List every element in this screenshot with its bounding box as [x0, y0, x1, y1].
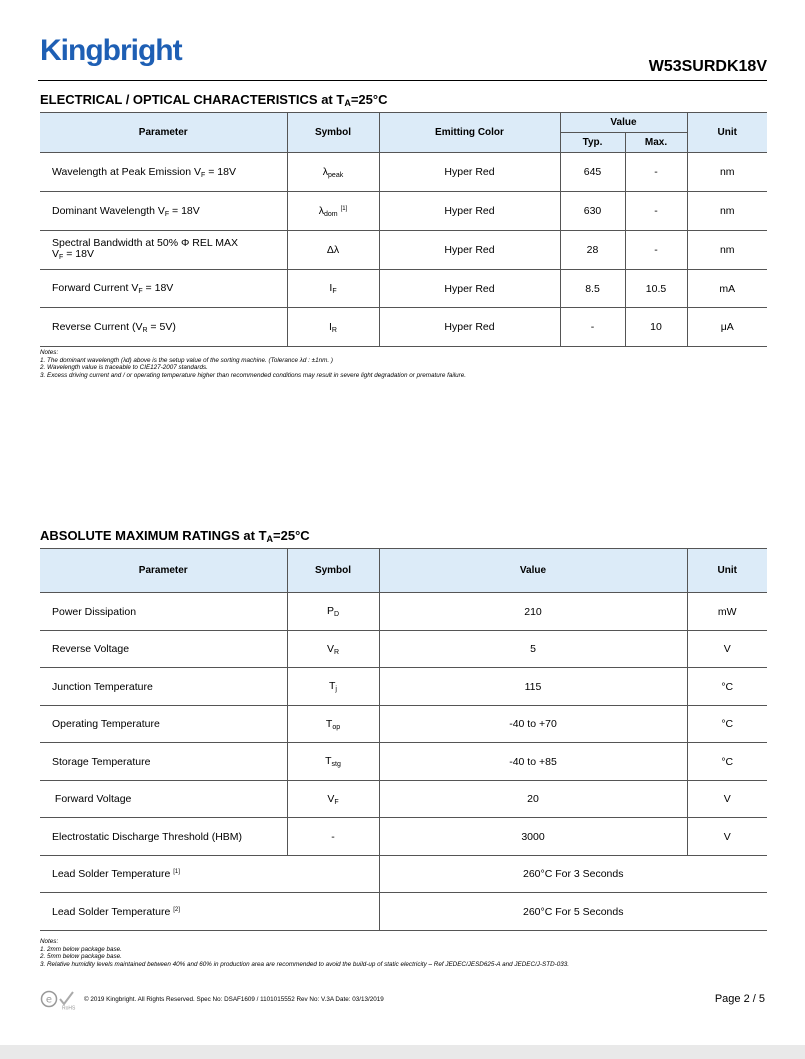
svg-text:e: e: [45, 994, 53, 1006]
header-value: Value: [560, 113, 687, 133]
header-parameter: Parameter: [40, 113, 287, 153]
part-number: W53SURDK18V: [648, 58, 767, 75]
table-row: Power Dissipation PD 210 mW: [40, 593, 767, 631]
table-row: Electrostatic Discharge Threshold (HBM) - 3000 V: [40, 818, 767, 856]
table-row: Forward Current VF = 18V IF Hyper Red 8.5 10.5 mA: [40, 270, 767, 308]
certification-icons: [40, 990, 78, 1015]
table-row: Spectral Bandwidth at 50% Φ REL MAX VF = 18V Δλ Hyper Red 28 - nm: [40, 231, 767, 270]
table-row: Forward Voltage VF 20 V: [40, 781, 767, 818]
electrical-notes: Notes: 1. The dominant wavelength (λd) above is the setup value of the sorting machine. (Tolerance λd : ±1nm. ) 2. Wavelength value is traceable to CIE127-2007 standards. 3. Excess driving current and / or operating temperature higher than recommended conditions may result in severe light degradation or premature failure.: [40, 349, 466, 379]
header-value: Value: [379, 549, 687, 593]
table-row: Lead Solder Temperature [2] 260°C For 5 Seconds: [40, 893, 767, 931]
absolute-ratings-table: [40, 548, 767, 931]
page-footer: [40, 988, 767, 1010]
header-symbol: Symbol: [287, 549, 379, 593]
header-emitting-color: Emitting Color: [379, 113, 560, 153]
header-unit: Unit: [687, 113, 767, 153]
electrical-section-title: ELECTRICAL / OPTICAL CHARACTERISTICS at $T_A=25^\circ C$: [40, 92, 388, 108]
header-symbol: Symbol: [287, 113, 379, 153]
absolute-section-title: ABSOLUTE MAXIMUM RATINGS at $T_A=25^\circ C$: [40, 528, 310, 544]
electrical-table: [40, 112, 767, 347]
absolute-notes: Notes: 1. 2mm below package base. 2. 5mm below package base. 3. Relative humidity levels maintained between 40% and 60% in production area are recommended to avoid the build-up of static electricity – Ref JEDEC/JESD625-A and JEDEC/J-STD-033.: [40, 938, 569, 968]
header-max: Max.: [625, 133, 687, 153]
viewer-bottom-strip: [0, 1045, 805, 1059]
page-number: Page 2 / 5: [714, 993, 765, 1005]
header-divider: [38, 80, 767, 81]
table-row: Dominant Wavelength VF = 18V λdom [1] Hyper Red 630 - nm: [40, 192, 767, 231]
header-parameter: Parameter: [40, 549, 287, 593]
rohs-icon: [40, 990, 78, 1010]
header-typ: Typ.: [560, 133, 625, 153]
kingbright-logo: Kingbright: [40, 34, 182, 67]
table-row: Lead Solder Temperature [1] 260°C For 3 Seconds: [40, 856, 767, 893]
table-row: Operating Temperature Top -40 to +70 °C: [40, 706, 767, 743]
table-row: Junction Temperature Tj 115 °C: [40, 668, 767, 706]
table-row: Storage Temperature Tstg -40 to +85 °C: [40, 743, 767, 781]
header-unit: Unit: [687, 549, 767, 593]
table-row: Reverse Voltage VR 5 V: [40, 631, 767, 668]
table-row: Reverse Current (VR = 5V) IR Hyper Red - 10 μA: [40, 308, 767, 347]
table-row: Wavelength at Peak Emission VF = 18V λpeak Hyper Red 645 - nm: [40, 153, 767, 192]
copyright-text: © 2019 Kingbright. All Rights Reserved. Spec No: DSAF1609 / 1101015552 Rev No: V.3A Date: 03/13/2019: [84, 996, 384, 1003]
svg-text:RoHS: RoHS: [62, 1005, 76, 1010]
